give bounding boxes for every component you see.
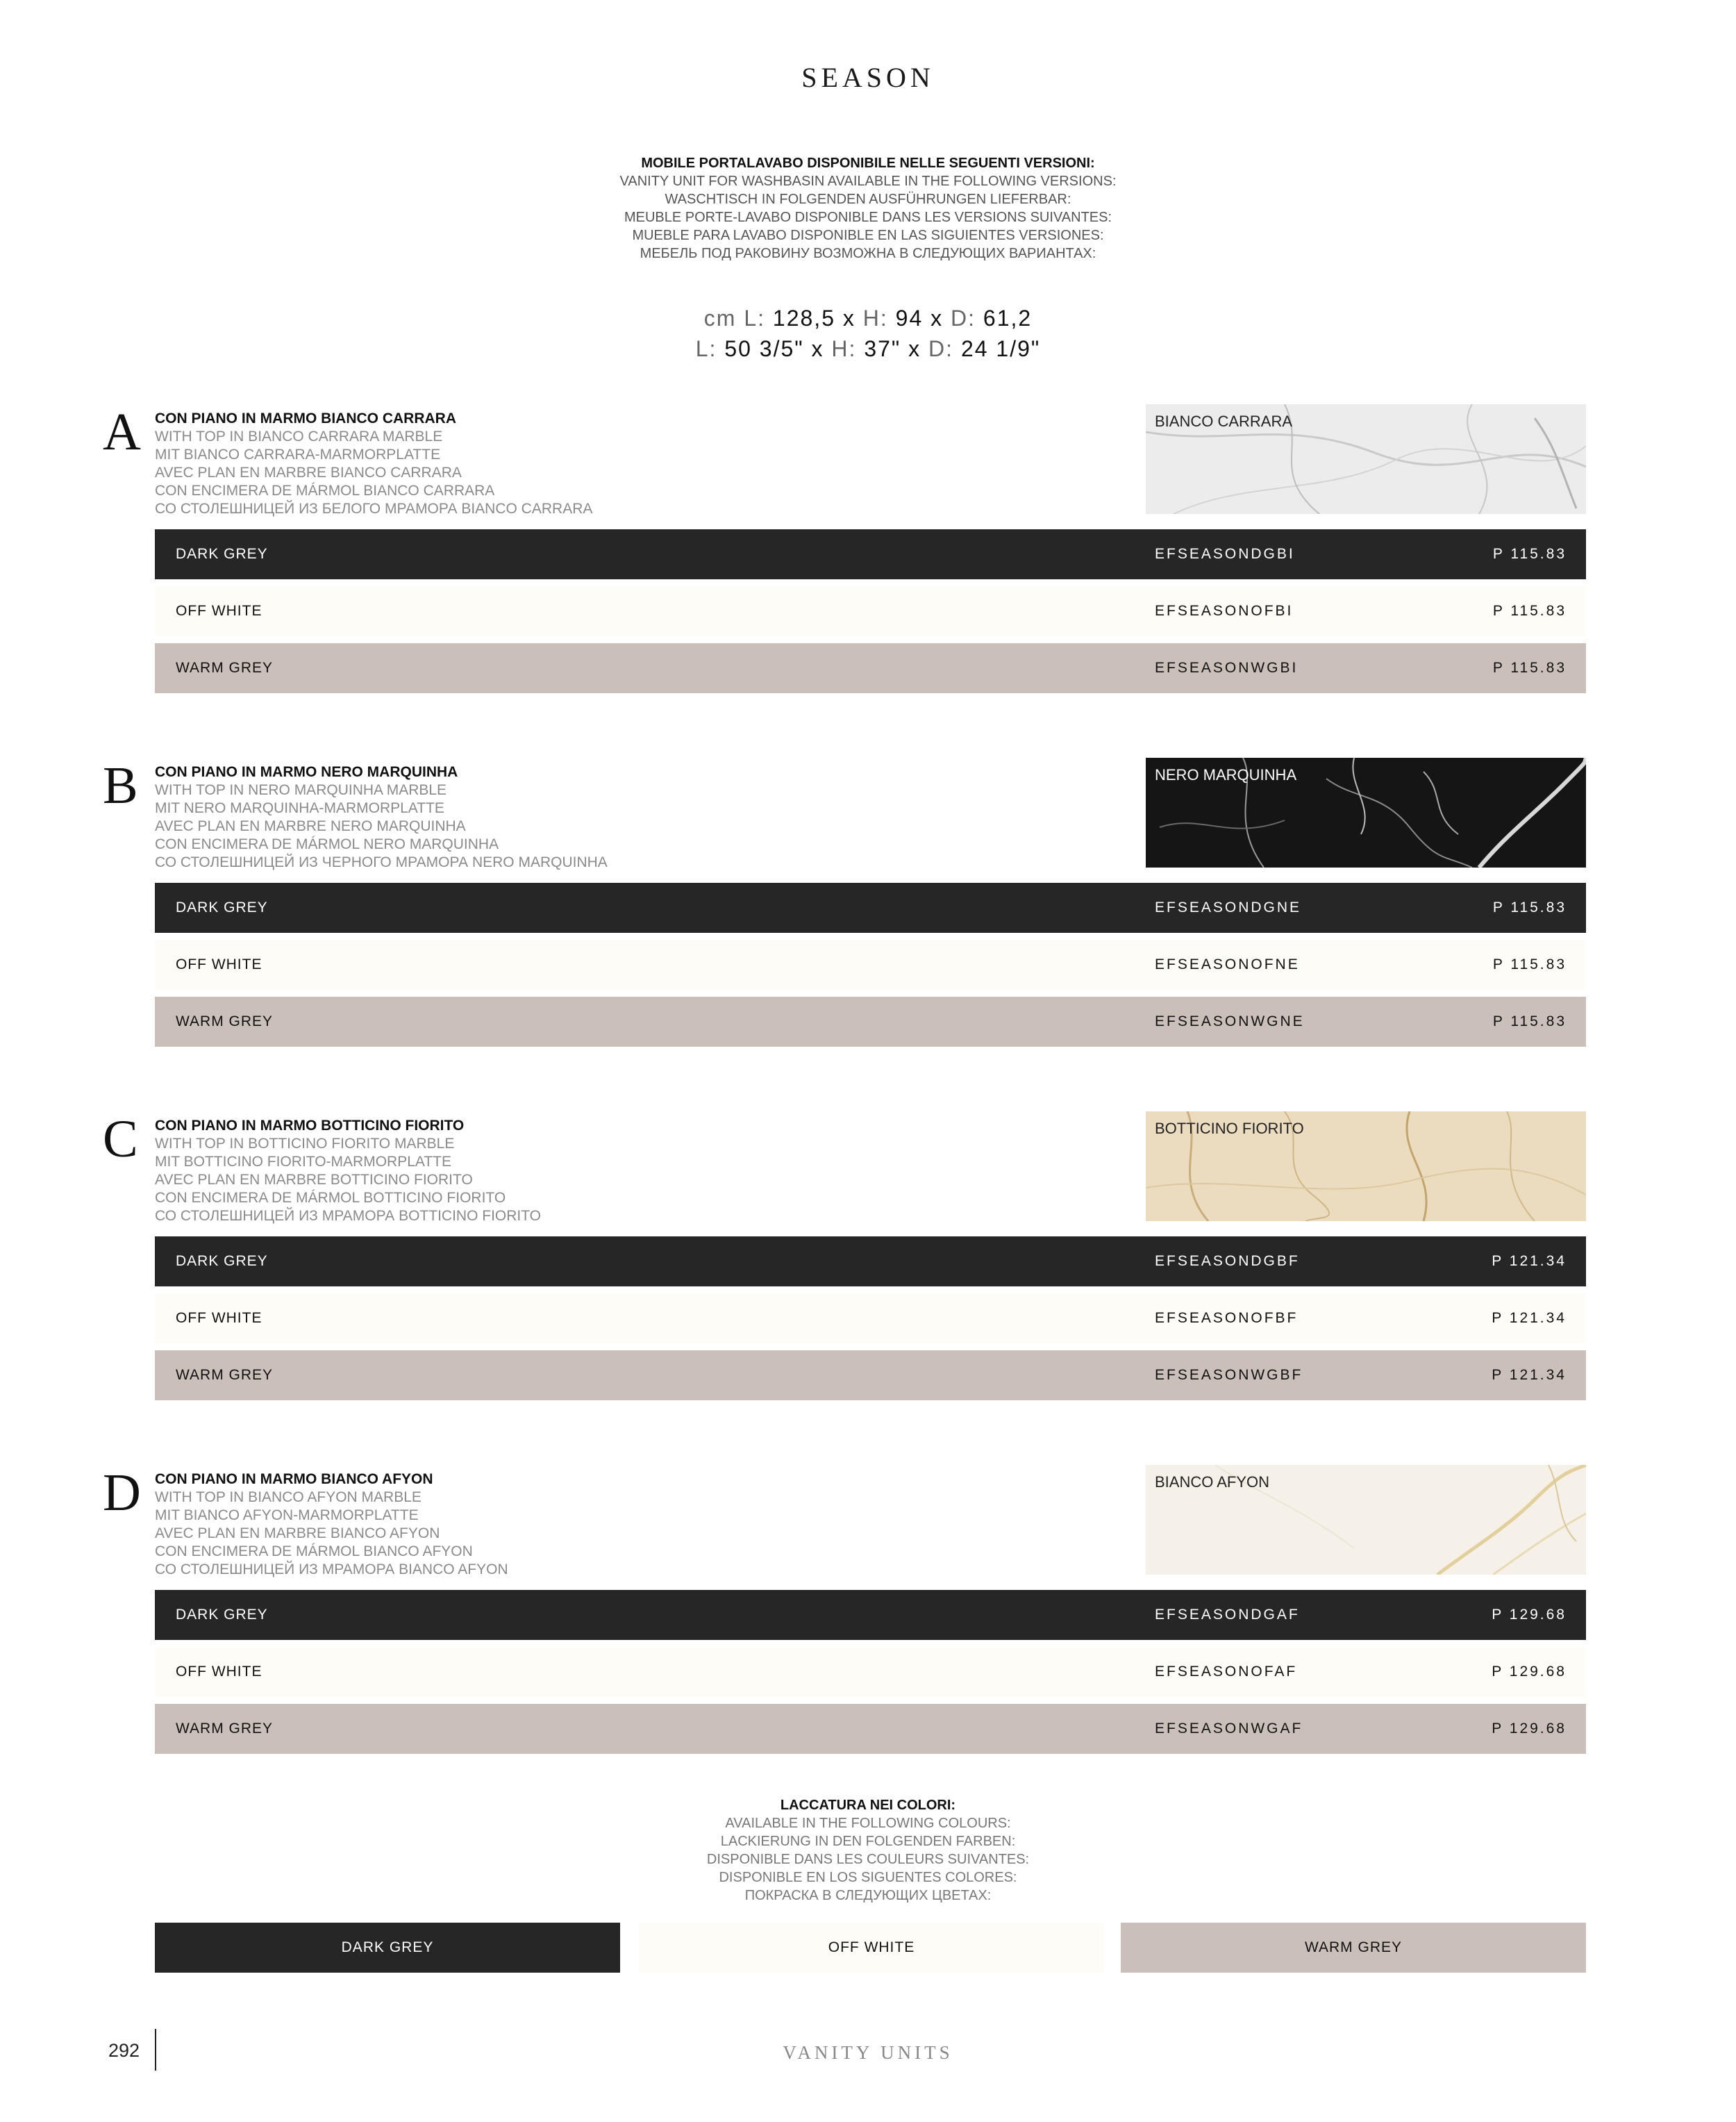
section-letter: D: [103, 1464, 141, 1522]
description-line: WITH TOP IN NERO MARQUINHA MARBLE: [155, 782, 447, 798]
finish-label: WARM GREY: [176, 1367, 274, 1383]
colors-line: DISPONIBLE DANS LES COULEURS SUIVANTES:: [706, 1852, 1030, 1867]
product-row: [155, 1236, 1586, 1286]
dim-value: 50 3/5": [724, 336, 804, 361]
dim-value: 128,5: [772, 306, 835, 331]
product-price: P 121.34: [1492, 1310, 1567, 1326]
intro-line: MEUBLE PORTE-LAVABO DISPONIBLE DANS LES VERSIONS SUIVANTES:: [624, 210, 1112, 225]
marble-name: BIANCO CARRARA: [1155, 413, 1293, 430]
marble-name: NERO MARQUINHA: [1155, 766, 1297, 784]
colors-line: ПОКРАСКА В СЛЕДУЮЩИХ ЦВЕТАХ:: [744, 1888, 992, 1903]
marble-name: BIANCO AFYON: [1155, 1473, 1270, 1491]
product-code: EFSEASONOFBF: [1155, 1310, 1299, 1326]
intro-line: MOBILE PORTALAVABO DISPONIBILE NELLE SEGUENTI VERSIONI:: [641, 156, 1095, 171]
dim-label: D:: [951, 306, 976, 331]
dimensions-inch: [0, 333, 1736, 364]
description-line: CON ENCIMERA DE MÁRMOL BIANCO AFYON: [155, 1543, 473, 1559]
product-row: [155, 586, 1586, 636]
dim-sep: x: [908, 336, 921, 361]
description-line: AVEC PLAN EN MARBRE BIANCO AFYON: [155, 1525, 440, 1541]
description-line: CON PIANO IN MARMO NERO MARQUINHA: [155, 764, 458, 780]
product-row: [155, 643, 1586, 693]
finish-label: DARK GREY: [176, 1607, 268, 1623]
section-description: [155, 1117, 541, 1225]
section-letter: B: [103, 756, 138, 815]
dim-sep: x: [930, 306, 944, 331]
version-section-b: [0, 756, 1736, 1083]
description-line: AVEC PLAN EN MARBRE NERO MARQUINHA: [155, 818, 466, 834]
color-chip-dark-grey: DARK GREY: [155, 1923, 620, 1973]
product-row: [155, 1590, 1586, 1640]
dimensions: [0, 303, 1736, 364]
dimensions-cm: [0, 303, 1736, 333]
page-number: 292: [108, 2040, 140, 2061]
section-description: [155, 763, 608, 872]
colors-intro: [0, 1796, 1736, 1905]
description-line: MIT BOTTICINO FIORITO-MARMORPLATTE: [155, 1154, 452, 1170]
colors-line: LACCATURA NEI COLORI:: [780, 1798, 956, 1813]
version-section-d: [0, 1464, 1736, 1790]
description-line: СО СТОЛЕШНИЦЕЙ ИЗ МРАМОРА BOTTICINO FIORITO: [155, 1208, 542, 1224]
product-row: [155, 1647, 1586, 1697]
marble-swatch-botticino-fiorito: [1146, 1111, 1586, 1221]
product-code: EFSEASONWGBF: [1155, 1367, 1303, 1383]
intro-line: MUEBLE PARA LAVABO DISPONIBLE EN LAS SIGUIENTES VERSIONES:: [632, 228, 1104, 243]
product-price: P 115.83: [1492, 660, 1567, 676]
intro-line: МЕБЕЛЬ ПОД РАКОВИНУ ВОЗМОЖНА В СЛЕДУЮЩИХ ВАРИАНТАХ:: [640, 246, 1096, 261]
product-price: P 115.83: [1492, 900, 1567, 915]
finish-label: DARK GREY: [176, 900, 268, 915]
finish-label: OFF WHITE: [176, 603, 262, 619]
color-chip-off-white: OFF WHITE: [639, 1923, 1104, 1973]
product-code: EFSEASONDGAF: [1155, 1607, 1300, 1623]
description-line: СО СТОЛЕШНИЦЕЙ ИЗ ЧЕРНОГО МРАМОРА NERO MARQUINHA: [155, 854, 608, 870]
product-row: [155, 940, 1586, 990]
colors-line: DISPONIBLE EN LOS SIGUENTES COLORES:: [719, 1870, 1017, 1885]
description-line: CON PIANO IN MARMO BIANCO AFYON: [155, 1471, 433, 1487]
product-price: P 115.83: [1492, 1013, 1567, 1029]
dim-sep: x: [811, 336, 824, 361]
section-letter: C: [103, 1110, 138, 1168]
intro-text: [0, 154, 1736, 263]
dim-value: 94: [895, 306, 924, 331]
finish-label: WARM GREY: [176, 660, 274, 676]
finish-label: WARM GREY: [176, 1013, 274, 1029]
section-letter: A: [103, 403, 141, 461]
product-row: [155, 1293, 1586, 1343]
product-code: EFSEASONOFAF: [1155, 1664, 1298, 1680]
description-line: MIT BIANCO AFYON-MARMORPLATTE: [155, 1507, 419, 1523]
version-section-a: [0, 403, 1736, 729]
dim-label: D:: [928, 336, 954, 361]
description-line: WITH TOP IN BIANCO AFYON MARBLE: [155, 1489, 422, 1505]
product-price: P 121.34: [1492, 1253, 1567, 1269]
description-line: AVEC PLAN EN MARBRE BIANCO CARRARA: [155, 465, 462, 481]
dim-value: 37": [864, 336, 901, 361]
description-line: CON PIANO IN MARMO BIANCO CARRARA: [155, 411, 456, 426]
intro-line: WASCHTISCH IN FOLGENDEN AUSFÜHRUNGEN LIEFERBAR:: [665, 192, 1071, 207]
product-price: P 121.34: [1492, 1367, 1567, 1383]
description-line: СО СТОЛЕШНИЦЕЙ ИЗ БЕЛОГО МРАМОРА BIANCO CARRARA: [155, 501, 593, 517]
product-price: P 115.83: [1492, 956, 1567, 972]
marble-swatch-bianco-afyon: [1146, 1465, 1586, 1575]
product-row: [155, 529, 1586, 579]
finish-label: WARM GREY: [176, 1721, 274, 1736]
product-code: EFSEASONWGNE: [1155, 1013, 1305, 1029]
product-price: P 129.68: [1492, 1664, 1567, 1680]
product-row: [155, 1704, 1586, 1754]
product-code: EFSEASONDGNE: [1155, 900, 1302, 915]
section-description: [155, 410, 592, 518]
product-row: [155, 997, 1586, 1047]
dim-label: cm L:: [703, 306, 766, 331]
footer-title: VANITY UNITS: [783, 2042, 953, 2063]
product-row: [155, 883, 1586, 933]
product-code: EFSEASONOFNE: [1155, 956, 1300, 972]
marble-swatch-bianco-carrara: [1146, 404, 1586, 514]
page-title: SEASON: [801, 62, 935, 93]
colors-line: AVAILABLE IN THE FOLLOWING COLOURS:: [725, 1816, 1011, 1831]
finish-label: OFF WHITE: [176, 1664, 262, 1680]
finish-label: OFF WHITE: [176, 1310, 262, 1326]
dim-sep: x: [842, 306, 856, 331]
intro-line: VANITY UNIT FOR WASHBASIN AVAILABLE IN THE FOLLOWING VERSIONS:: [619, 174, 1117, 189]
color-chip-warm-grey: WARM GREY: [1121, 1923, 1586, 1973]
description-line: СО СТОЛЕШНИЦЕЙ ИЗ МРАМОРА BIANCO AFYON: [155, 1561, 508, 1577]
finish-label: DARK GREY: [176, 1253, 268, 1269]
finish-label: DARK GREY: [176, 546, 268, 562]
marble-name: BOTTICINO FIORITO: [1155, 1120, 1304, 1137]
product-code: EFSEASONWGBI: [1155, 660, 1299, 676]
product-price: P 129.68: [1492, 1607, 1567, 1623]
product-price: P 115.83: [1492, 603, 1567, 619]
description-line: AVEC PLAN EN MARBRE BOTTICINO FIORITO: [155, 1172, 473, 1188]
colors-line: LACKIERUNG IN DEN FOLGENDEN FARBEN:: [720, 1834, 1016, 1849]
description-line: CON ENCIMERA DE MÁRMOL BOTTICINO FIORITO: [155, 1190, 506, 1206]
dim-label: L:: [695, 336, 717, 361]
dim-value: 24 1/9": [960, 336, 1041, 361]
product-row: [155, 1350, 1586, 1400]
description-line: CON ENCIMERA DE MÁRMOL NERO MARQUINHA: [155, 836, 499, 852]
dim-value: 61,2: [983, 306, 1033, 331]
marble-swatch-nero-marquinha: [1146, 758, 1586, 868]
dim-label: H:: [862, 306, 888, 331]
finish-label: OFF WHITE: [176, 956, 262, 972]
description-line: MIT NERO MARQUINHA-MARMORPLATTE: [155, 800, 444, 816]
description-line: MIT BIANCO CARRARA-MARMORPLATTE: [155, 447, 441, 463]
description-line: WITH TOP IN BIANCO CARRARA MARBLE: [155, 429, 443, 445]
dim-label: H:: [831, 336, 857, 361]
description-line: WITH TOP IN BOTTICINO FIORITO MARBLE: [155, 1136, 455, 1152]
product-code: EFSEASONOFBI: [1155, 603, 1294, 619]
product-price: P 129.68: [1492, 1721, 1567, 1736]
section-description: [155, 1470, 508, 1579]
product-code: EFSEASONWGAF: [1155, 1721, 1303, 1736]
description-line: CON ENCIMERA DE MÁRMOL BIANCO CARRARA: [155, 483, 495, 499]
product-code: EFSEASONDGBI: [1155, 546, 1295, 562]
description-line: CON PIANO IN MARMO BOTTICINO FIORITO: [155, 1118, 465, 1134]
version-section-c: [0, 1110, 1736, 1436]
product-code: EFSEASONDGBF: [1155, 1253, 1300, 1269]
product-price: P 115.83: [1492, 546, 1567, 562]
